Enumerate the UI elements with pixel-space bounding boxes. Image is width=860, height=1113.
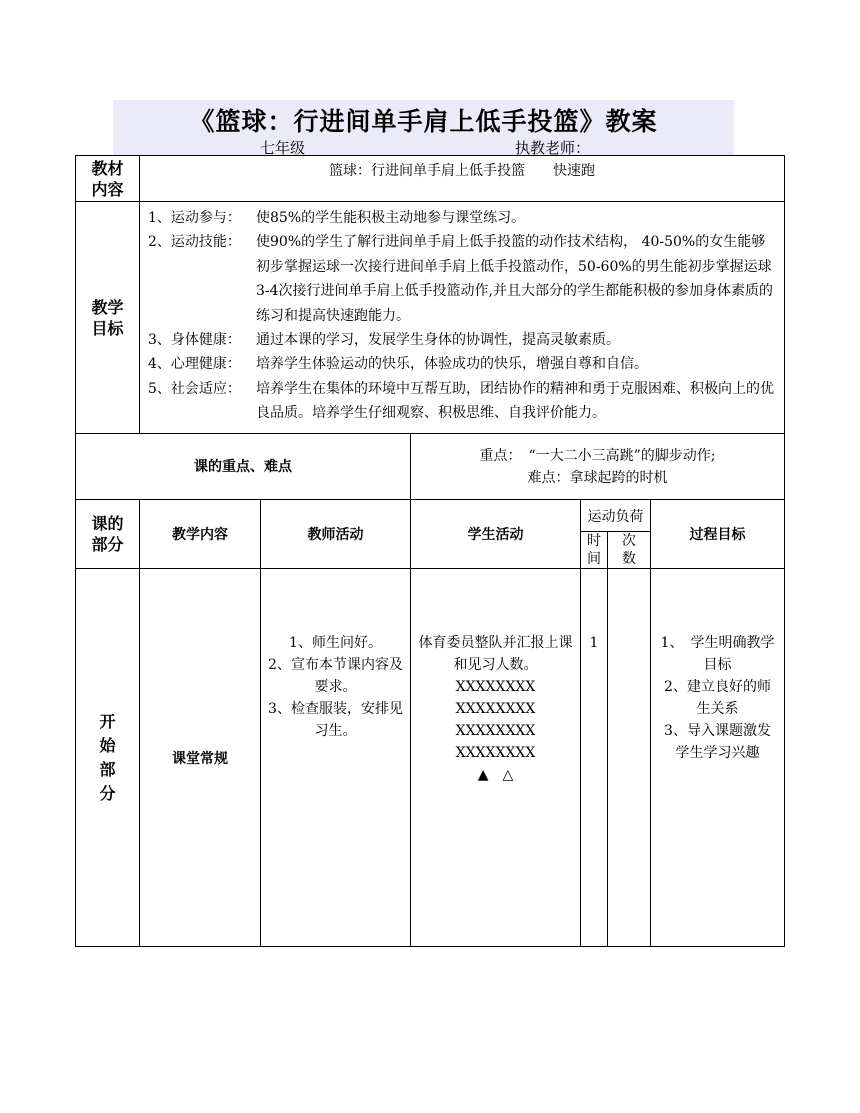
content-row: [76, 156, 785, 202]
content-label: 教材内容: [76, 156, 140, 202]
section-teacher: [261, 569, 411, 947]
col-student: 学生活动: [411, 500, 581, 569]
focus-row: [76, 434, 785, 500]
student-intro: 体育委员整队并汇报上课和见习人数。: [418, 635, 573, 673]
goals-label: 教学目标: [76, 202, 140, 434]
section-goal: [651, 569, 785, 947]
goals-row: [76, 202, 785, 434]
teacher-label: 执教老师：: [515, 139, 591, 157]
col-goal: 过程目标: [651, 500, 785, 569]
goal-item: 1、运动参与： 使85%的学生能积极主动地参与课堂练习。: [148, 210, 526, 226]
teacher-line: 2、宣布本节课内容及要求。: [268, 657, 403, 695]
col-part: 课的部分: [76, 500, 140, 569]
section-count: [608, 569, 651, 947]
goal-line: 2、建立良好的师生关系: [664, 679, 771, 717]
col-load: 运动负荷: [581, 500, 651, 532]
document-title: 《篮球：行进间单手肩上低手投篮》教案: [189, 107, 658, 136]
goal-item: 5、社会适应： 培养学生在集体的环境中互帮互助，团结协作的精神和勇于克服困难、积极向上的优良品质。培养学生仔细观察、积极思维、自我评价能力。: [148, 380, 774, 422]
section-row-start: [76, 569, 785, 947]
col-teacher: 教师活动: [261, 500, 411, 569]
col-time: 时间: [581, 532, 608, 569]
formation-row: XXXXXXXX: [455, 701, 536, 717]
section-time: 1: [581, 569, 608, 947]
focus-label: 课的重点、难点: [76, 434, 411, 500]
col-content: 教学内容: [140, 500, 261, 569]
section-part: 开始部分: [76, 569, 140, 947]
goal-item: 3、身体健康： 通过本课的学习，发展学生身体的协调性，提高灵敏素质。: [148, 332, 620, 349]
formation-row: XXXXXXXX: [455, 723, 536, 739]
teacher-position-symbols: ▲ △: [477, 767, 514, 783]
focus-difficulty: 难点：拿球起跨的时机: [527, 469, 668, 486]
column-header-row: [76, 500, 785, 532]
lesson-plan-table: [75, 155, 785, 947]
content-text: 篮球：行进间单手肩上低手投篮 快速跑: [140, 156, 785, 202]
goal-line: 3、导入课题激发学生学习兴趣: [664, 723, 771, 761]
formation-row: XXXXXXXX: [455, 745, 536, 761]
goals-list: [140, 202, 785, 434]
focus-text: [411, 434, 785, 500]
formation-row: XXXXXXXX: [455, 679, 536, 695]
goal-item: 2、运动技能： 使90%的学生了解行进间单手肩上低手投篮的动作技术结构， 40-50%的女生能够初步掌握运球一次接行进间单手肩上低手投篮动作，50-60%的男生能初步掌握运球3-4次接行进间单手肩上低手投篮动作,并且大部分的学生都能积极的参加身体素质的练习和提高快速跑能力。: [148, 234, 773, 324]
focus-key: 重点： “一大二小三高跳”的脚步动作;: [479, 447, 716, 464]
goal-item: 4、心理健康： 培养学生体验运动的快乐，体验成功的快乐，增强自尊和自信。: [148, 356, 648, 373]
teacher-line: 3、检查服装，安排见习生。: [268, 701, 403, 739]
col-count: 次数: [608, 532, 651, 569]
section-student: [411, 569, 581, 947]
section-content: 课堂常规: [140, 569, 261, 947]
teacher-line: 1、师生问好。: [289, 635, 382, 651]
grade-label: 七年级: [260, 139, 306, 157]
goal-line: 1、 学生明确教学目标: [660, 635, 775, 673]
